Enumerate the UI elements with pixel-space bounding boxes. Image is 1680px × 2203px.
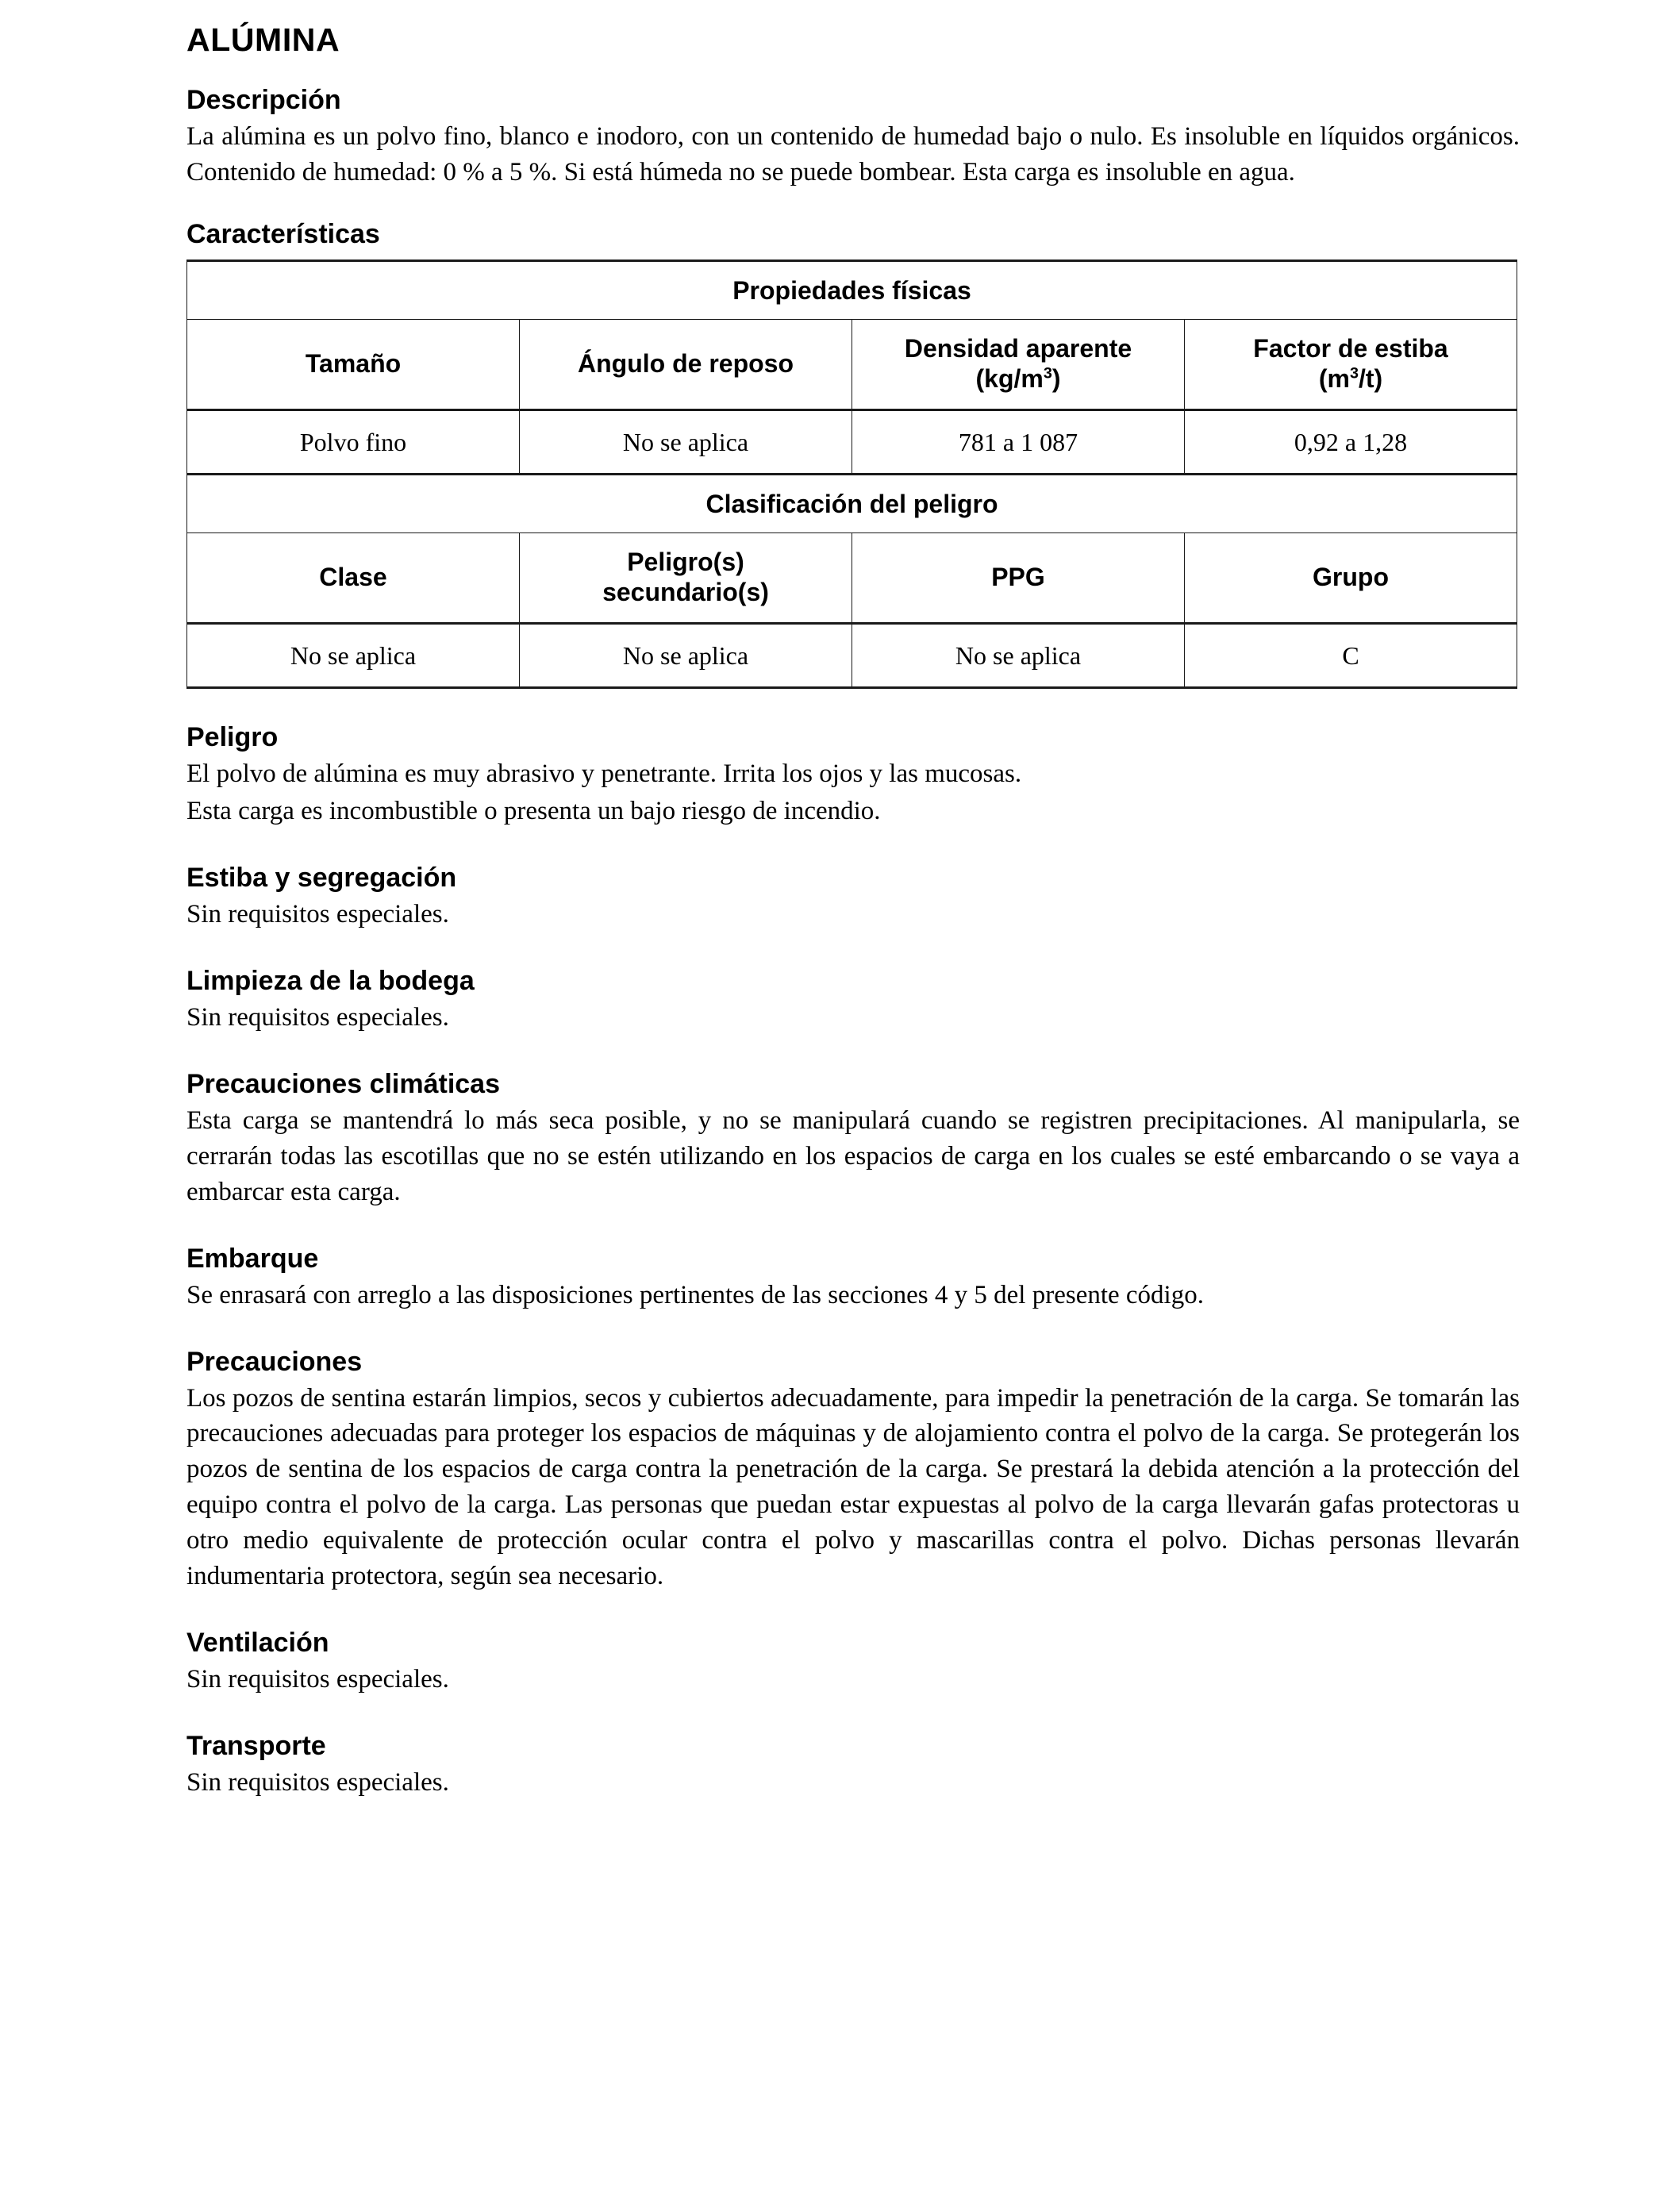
text-precauciones: Los pozos de sentina estarán limpios, secos y cubiertos adecuadamente, para impedir la penetración de la carga. Se tomarán las precauciones adecuadas para proteger los espacios de máquinas y de alojamiento contra el polvo de la carga. Se protegerán los pozos de sentina de los espacios de carga contra la penetración de la carga. Se prestará la debida atención a la protección del equipo contra el polvo de la carga. Las personas que puedan estar expuestas al polvo de la carga llevarán gafas protectoras u otro medio equivalente de protección ocular contra el polvo y mascarillas contra el polvo. Dichas personas llevarán indumentaria protectora, según sea necesario. (186, 1383, 1520, 1590)
text-descripcion: La alúmina es un polvo fino, blanco e inodoro, con un contenido de humedad bajo o nulo. Es insoluble en líquidos orgánicos. Contenido de humedad: 0 % a 5 %. Si está húmeda no se puede bombear. Esta carga es insoluble en agua. (186, 122, 1520, 187)
text-peligro-line1: El polvo de alúmina es muy abrasivo y penetrante. Irrita los ojos y las mucosas. (186, 759, 1022, 789)
section-embarque (186, 1244, 1520, 1313)
table-row-physical-values (187, 410, 1517, 475)
section-descripcion (186, 85, 1520, 190)
heading-descripcion: Descripción (186, 85, 341, 116)
unit-pre: (kg/m (975, 364, 1044, 394)
text-embarque: Se enrasará con arreglo a las disposiciones pertinentes de las secciones 4 y 5 del presente código. (186, 1280, 1204, 1309)
cell-value-densidad: 781 a 1 087 (852, 410, 1185, 475)
header-peligro-line1: Peligro(s) (627, 548, 744, 577)
cell-value-tamano: Polvo fino (187, 410, 520, 475)
header-peligro-line2: secundario(s) (602, 578, 769, 607)
text-limpieza: Sin requisitos especiales. (186, 1002, 449, 1032)
cell-physical-band: Propiedades físicas (187, 261, 1517, 320)
section-precauciones-climaticas (186, 1069, 1520, 1210)
cell-header-grupo: Grupo (1185, 533, 1517, 624)
page-title: ALÚMINA (186, 21, 340, 58)
table-row-hazard-headers (187, 533, 1517, 624)
cell-header-tamano: Tamaño (187, 320, 520, 410)
cell-header-angulo: Ángulo de reposo (520, 320, 852, 410)
text-transporte: Sin requisitos especiales. (186, 1767, 449, 1797)
section-peligro (186, 722, 1520, 829)
section-caracteristicas (186, 219, 1520, 689)
section-precauciones (186, 1347, 1520, 1594)
text-estiba: Sin requisitos especiales. (186, 899, 449, 928)
unit-pre: (m (1318, 364, 1350, 394)
section-limpieza (186, 966, 1520, 1036)
table-row-physical-band (187, 261, 1517, 320)
section-transporte (186, 1731, 1520, 1801)
cell-hazard-band: Clasificación del peligro (187, 475, 1517, 533)
properties-table (186, 260, 1517, 689)
heading-estiba: Estiba y segregación (186, 862, 457, 893)
unit-post: /t) (1358, 364, 1383, 394)
unit-post: ) (1051, 364, 1061, 394)
heading-transporte: Transporte (186, 1730, 326, 1761)
cell-header-factor (1185, 320, 1517, 410)
heading-ventilacion: Ventilación (186, 1627, 329, 1658)
cell-header-ppg: PPG (852, 533, 1185, 624)
text-ventilacion: Sin requisitos especiales. (186, 1664, 449, 1694)
heading-precauciones-climaticas: Precauciones climáticas (186, 1068, 501, 1099)
header-densidad-unit (857, 364, 1179, 394)
cell-value-angulo: No se aplica (520, 410, 852, 475)
cell-value-clase: No se aplica (187, 624, 520, 688)
document-page (186, 0, 1520, 2203)
cell-value-grupo: C (1185, 624, 1517, 688)
unit-superscript: 3 (1349, 364, 1359, 383)
cell-header-peligro-secundario (520, 533, 852, 624)
cell-header-densidad (852, 320, 1185, 410)
text-peligro-line2: Esta carga es incombustible o presenta un bajo riesgo de incendio. (186, 797, 881, 825)
heading-caracteristicas: Características (186, 218, 380, 249)
text-precauciones-climaticas: Esta carga se mantendrá lo más seca posible, y no se manipulará cuando se registren precipitaciones. Al manipularla, se cerrarán todas las escotillas que no se estén utilizando en los espacios de carga en los cuales se esté embarcando o se vaya a embarcar esta carga. (186, 1105, 1520, 1206)
heading-precauciones: Precauciones (186, 1346, 363, 1377)
section-estiba (186, 863, 1520, 932)
cell-value-ppg: No se aplica (852, 624, 1185, 688)
cell-value-factor: 0,92 a 1,28 (1185, 410, 1517, 475)
header-densidad-line1: Densidad aparente (904, 334, 1132, 363)
unit-superscript: 3 (1043, 364, 1052, 383)
header-factor-unit (1190, 364, 1512, 394)
section-ventilacion (186, 1628, 1520, 1697)
cell-header-clase: Clase (187, 533, 520, 624)
heading-limpieza: Limpieza de la bodega (186, 965, 475, 996)
table-row-hazard-band (187, 475, 1517, 533)
heading-embarque: Embarque (186, 1243, 319, 1274)
header-factor-line1: Factor de estiba (1253, 334, 1448, 363)
table-row-physical-headers (187, 320, 1517, 410)
table-row-hazard-values (187, 624, 1517, 688)
heading-peligro: Peligro (186, 722, 279, 753)
cell-value-peligro-secundario: No se aplica (520, 624, 852, 688)
